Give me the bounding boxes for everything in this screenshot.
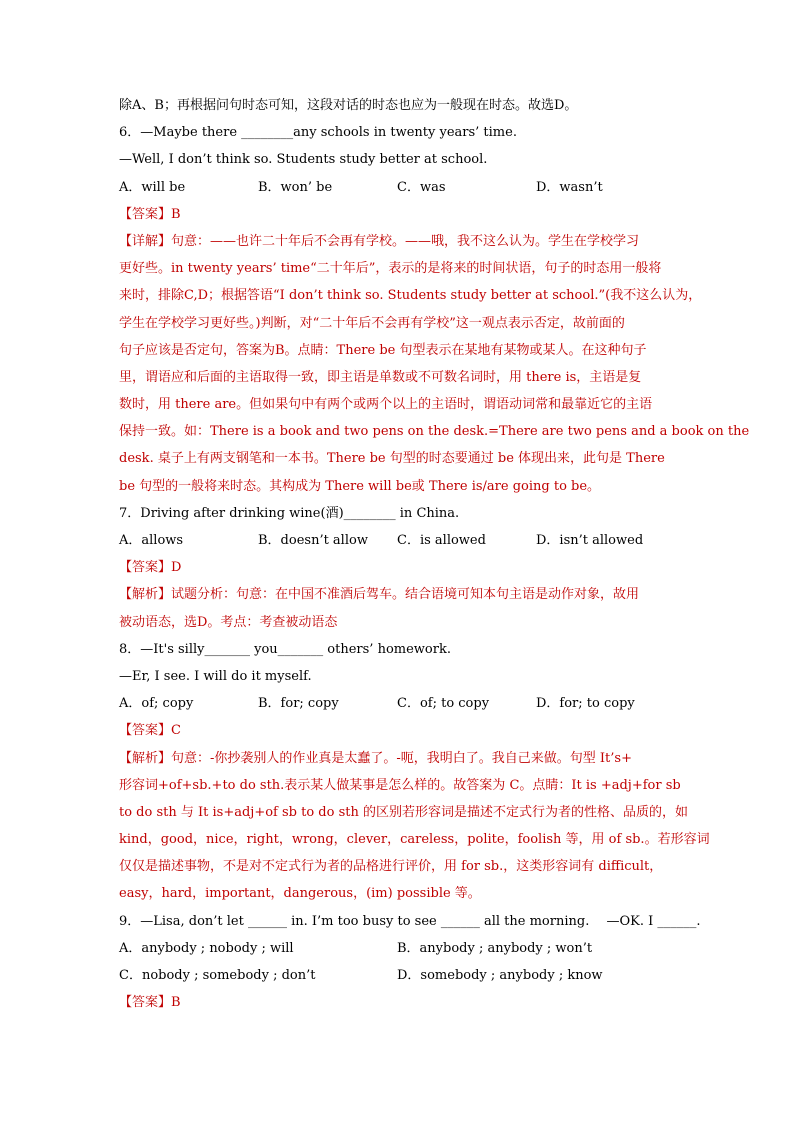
question-stem <box>119 119 679 146</box>
line-text: 【解析】试题分析：句意：在中国不准酒后驾车。结合语境可知本句主语是动作对象，故用 <box>119 587 640 603</box>
answer-key-text: 【答案】B <box>119 995 181 1011</box>
answer-options <box>119 690 679 717</box>
answer-option: D．for; to copy <box>536 696 635 712</box>
line-text: —Er, I see. I will do it myself. <box>119 668 312 684</box>
line-text: desk. 桌子上有两支钢笔和一本书。There be 句型的时态要通过 be 体现出来，此句是 There <box>119 451 665 467</box>
answer-option: A．anybody ; nobody ; will <box>119 940 294 956</box>
explanation-line <box>119 255 679 282</box>
question-text: 9．—Lisa, don’t let ______ in. I’m too busy to see ______ all the morning. —OK. I ______. <box>119 913 701 929</box>
answer-option: A．allows <box>119 533 184 548</box>
line-text: 保持一致。如：There is a book and two pens on the desk.=There are two pens and a book on the <box>119 424 750 440</box>
line-text: easy，hard，important，dangerous，(im) possible 等。 <box>119 886 481 902</box>
answer-option: D．wasn’t <box>536 179 603 195</box>
line-text: 【详解】句意：——也许二十年后不会再有学校。——哦，我不这么认为。学生在学校学习 <box>119 233 640 249</box>
question-stem <box>119 636 679 663</box>
explanation-line <box>119 581 679 608</box>
explanation-line <box>119 391 679 418</box>
question-stem <box>119 908 701 935</box>
question-text: 6．—Maybe there ________any schools in twenty years’ time. <box>119 125 517 141</box>
answer-key-text: 【答案】D <box>119 560 182 576</box>
answer-options <box>119 935 679 962</box>
line-text: 里，谓语应和后面的主语取得一致，即主语是单数或不可数名词时，用 there is，主语是复 <box>119 369 642 385</box>
answer-option: A．of; copy <box>119 696 194 712</box>
answer-options <box>119 527 679 554</box>
explanation-line <box>119 799 688 826</box>
text-line <box>119 146 679 173</box>
answer-options <box>119 174 679 201</box>
line-text: 除A、B；再根据问句时态可知，这段对话的时态也应为一般现在时态。故选D。 <box>119 98 578 113</box>
explanation-line <box>119 310 679 337</box>
line-text: —Well, I don’t think so. Students study better at school. <box>119 152 488 168</box>
line-text: 句子应该是否定句，答案为B。点睛：There be 句型表示在某地有某物或某人。在这种句子 <box>119 342 647 358</box>
line-text: 【解析】句意：-你抄袭别人的作业真是太蠢了。-呃，我明白了。我自己来做。句型 It’s+ <box>119 750 632 766</box>
explanation-line <box>119 228 679 255</box>
line-text: 学生在学校学习更好些。)判断，对“二十年后不会再有学校”这一观点表示否定，故前面的 <box>119 315 625 331</box>
line-text: 来时，排除C,D；根据答语“I don’t think so. Students study better at school.”(我不这么认为， <box>119 288 702 304</box>
explanation-line <box>119 745 679 772</box>
line-text: 数时，用 there are。但如果句中有两个或两个以上的主语时，谓语动词常和最靠近它的主语 <box>119 397 653 413</box>
answer-key-text: 【答案】C <box>119 723 181 739</box>
answer-option: B．won’ be <box>258 179 333 195</box>
answer-option: C．nobody ; somebody ; don’t <box>119 968 316 983</box>
explanation-line <box>119 609 679 636</box>
explanation-line <box>119 337 679 364</box>
answer-options <box>119 962 679 989</box>
line-text: to do sth 与 It is+adj+of sb to do sth 的区别若形容词是描述不定式行为者的性格、品质的，如 <box>119 804 688 820</box>
explanation-line <box>119 853 679 880</box>
answer-option: B．for; copy <box>258 696 339 712</box>
answer-option: C．of; to copy <box>397 696 490 712</box>
explanation-line <box>119 826 710 853</box>
answer-option: C．was <box>397 179 446 195</box>
line-text: 仅仅是描述事物，不是对不定式行为者的品格进行评价，用 for sb.，这类形容词有 difficult， <box>119 859 663 875</box>
answer-option: B．doesn’t allow <box>258 533 368 548</box>
answer-option: B．anybody ; anybody ; won’t <box>397 940 593 956</box>
question-text: 8．—It's silly_______ you_______ others’ homework. <box>119 641 451 657</box>
explanation-line <box>119 282 702 309</box>
line-text: kind，good，nice，right，wrong，clever，careless，polite，foolish 等，用 of sb.。若形容词 <box>119 832 710 848</box>
line-text: be 句型的一般将来时态。其构成为 There will be或 There is/are going to be。 <box>119 478 601 494</box>
answer-option: C．is allowed <box>397 533 486 548</box>
answer-key <box>119 201 679 228</box>
answer-option: A．will be <box>119 179 186 195</box>
line-text: 被动语态，选D。考点：考查被动语态 <box>119 614 338 630</box>
text-line <box>119 92 679 119</box>
answer-key <box>119 717 679 744</box>
document-page <box>119 92 750 1016</box>
line-text: 形容词+of+sb.+to do sth.表示某人做某事是怎么样的。故答案为 C。点睛：It is +adj+for sb <box>119 777 681 793</box>
explanation-line <box>119 772 679 799</box>
answer-option: D．isn’t allowed <box>536 533 644 548</box>
explanation-line <box>119 880 679 907</box>
line-text: 更好些。in twenty years’ time“二十年后”，表示的是将来的时间状语，句子的时态用一般将 <box>119 261 662 277</box>
explanation-line <box>119 445 679 472</box>
answer-key <box>119 989 679 1016</box>
answer-key-text: 【答案】B <box>119 206 181 222</box>
text-line <box>119 663 679 690</box>
explanation-line <box>119 418 750 445</box>
explanation-line <box>119 364 679 391</box>
answer-option: D．somebody ; anybody ; know <box>397 968 603 983</box>
explanation-line <box>119 473 679 500</box>
answer-key <box>119 554 679 581</box>
question-stem <box>119 500 679 527</box>
question-text: 7．Driving after drinking wine(酒)________ in China. <box>119 505 460 521</box>
